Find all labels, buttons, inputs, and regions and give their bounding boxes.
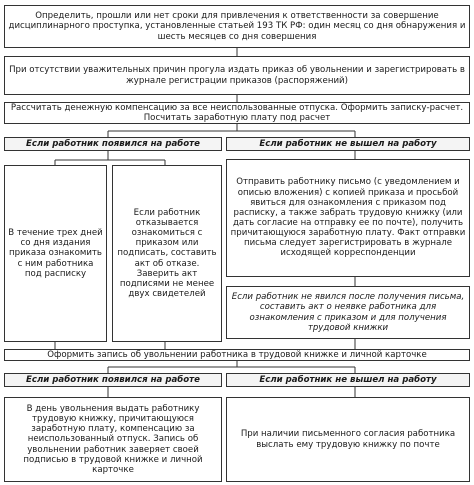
branch1-appeared-header [4,137,222,151]
step-check-deadlines-text: Определить, прошли или нет сроки для привлечения к ответственности за совершение дисциплинарного проступка, установленные статьей 193 ТК РФ: один месяц со дня обнаружения и шесть месяцев со дня совершения [8,11,466,42]
branch2-absent-header-text: Если работник не вышел на работу [259,374,437,385]
step-acquaint-employee [4,165,107,342]
step-issue-order-text: При отсутствии уважительных причин прогула издать приказ об увольнении и зарегистрировать в журнале регистрации приказов (распоряжений) [9,65,465,86]
step-absence-act [226,286,470,339]
step-issue-workbook [4,397,222,482]
step-issue-workbook-text: В день увольнения выдать работнику трудовую книжку, причитающуюся заработную плату, компенсацию за неиспользованный отпуск. Запись об увольнении работник заверяет своей подписью в трудовой книжке и личной карточке [23,404,203,475]
branch2-appeared-header [4,373,222,387]
step-mail-workbook-text: При наличии письменного согласия работника выслать ему трудовую книжку по почте [240,429,456,450]
step-calculate-compensation [4,102,470,124]
step-refusal-act-text: Если работник отказывается ознакомиться с приказом или подписать, составить акт об отказе. Заверить акт подписями не менее двух свидетелей [117,207,217,299]
step-refusal-act [112,165,222,342]
branch2-appeared-header-text: Если работник появился на работе [25,374,200,385]
step-absence-act-text: Если работник не явился после получения письма, составить акт о неявке работника для ознакомления с приказом и для получения трудовой книжки [231,292,465,333]
step-send-letter-text: Отправить работнику письмо (с уведомлением и описью вложения) с копией приказа и просьбой явиться для ознакомления с приказом под расписку, а также забрать трудовую книжку (или дать согласие на отправку ее по почте), получить причитающуюся заработную плату. Факт отправки письма следует зарегистрировать в журнале исходящей корреспонденции [230,177,466,259]
branch2-absent-header [226,373,470,387]
step-record-dismissal-text: Оформить запись об увольнении работника в трудовой книжке и личной карточке [47,349,427,360]
step-issue-order [4,56,470,95]
step-record-dismissal [4,349,470,361]
step-check-deadlines [4,5,470,48]
step-acquaint-employee-text: В течение трех дней со дня издания приказа ознакомить с ним работника под расписку [8,228,103,279]
branch1-absent-header [226,137,470,151]
step-send-letter [226,159,470,277]
branch1-appeared-header-text: Если работник появился на работе [25,138,200,149]
step-calculate-compensation-text: Рассчитать денежную компенсацию за все неиспользованные отпуска. Оформить записку-расчет. Посчитать заработную плату под расчет [10,102,464,123]
step-mail-workbook [226,397,470,482]
branch1-absent-header-text: Если работник не вышел на работу [259,138,437,149]
